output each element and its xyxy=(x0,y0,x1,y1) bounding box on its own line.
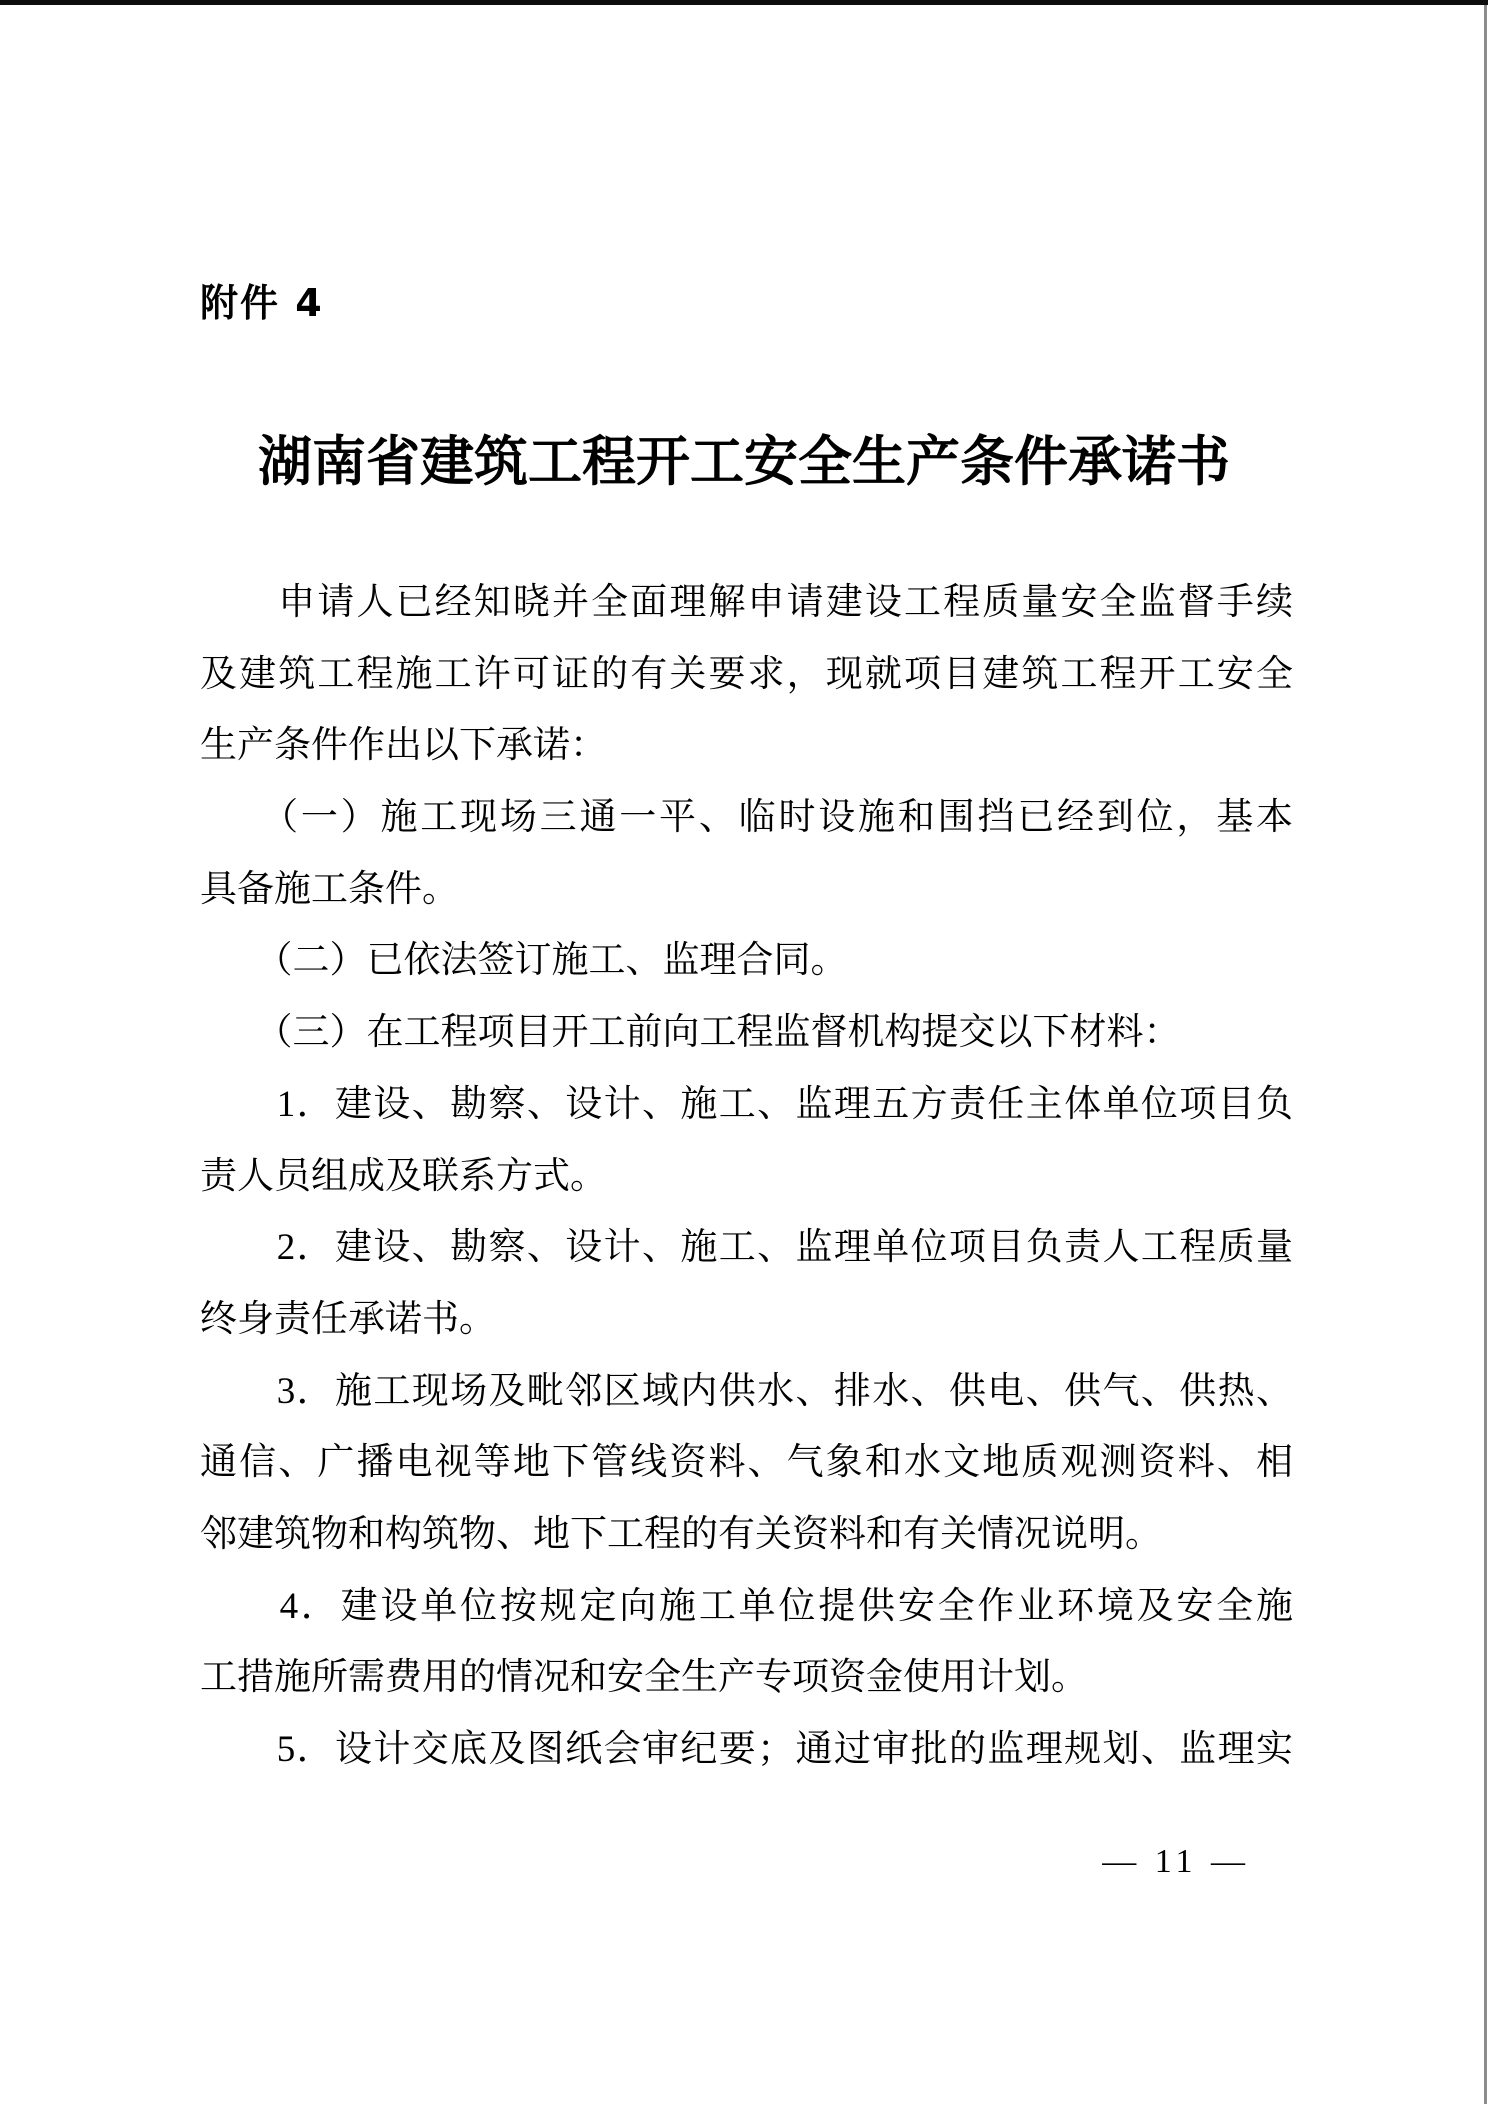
body-line: 及建筑工程施工许可证的有关要求，现就项目建筑工程开工安全 xyxy=(200,653,1293,695)
scan-top-edge-bar xyxy=(0,0,1488,5)
body-line: 1．建设、勘察、设计、施工、监理五方责任主体单位项目负 xyxy=(200,1083,1293,1125)
body-line: （一）施工现场三通一平、临时设施和围挡已经到位，基本 xyxy=(200,797,1293,839)
body-line: 通信、广播电视等地下管线资料、气象和水文地质观测资料、相 xyxy=(200,1442,1293,1484)
attachment-label: 附件 4 xyxy=(200,281,324,325)
body-line: （二）已依法签订施工、监理合同。 xyxy=(200,940,848,982)
body-line: 责人员组成及联系方式。 xyxy=(200,1155,607,1197)
body-line: 具备施工条件。 xyxy=(200,868,459,910)
body-line: 申请人已经知晓并全面理解申请建设工程质量安全监督手续 xyxy=(200,582,1293,623)
body-line: 3．施工现场及毗邻区域内供水、排水、供电、供气、供热、 xyxy=(200,1370,1293,1412)
page-number: — 11 — xyxy=(1102,1843,1250,1880)
body-line: 5．设计交底及图纸会审纪要；通过审批的监理规划、监理实 xyxy=(200,1729,1293,1770)
page-title: 湖南省建筑工程开工安全生产条件承诺书 xyxy=(258,432,1230,492)
body-line: 终身责任承诺书。 xyxy=(200,1298,496,1340)
body-line: 4．建设单位按规定向施工单位提供安全作业环境及安全施 xyxy=(200,1585,1293,1627)
body-line: 工措施所需费用的情况和安全生产专项资金使用计划。 xyxy=(200,1657,1088,1699)
scan-right-edge-line xyxy=(1484,5,1487,2104)
body-line: （三）在工程项目开工前向工程监督机构提交以下材料： xyxy=(200,1012,1181,1054)
document-body xyxy=(200,567,1293,1786)
body-line: 2．建设、勘察、设计、施工、监理单位项目负责人工程质量 xyxy=(200,1227,1293,1269)
body-line: 邻建筑物和构筑物、地下工程的有关资料和有关情况说明。 xyxy=(200,1513,1162,1555)
body-line: 生产条件作出以下承诺： xyxy=(200,725,607,767)
